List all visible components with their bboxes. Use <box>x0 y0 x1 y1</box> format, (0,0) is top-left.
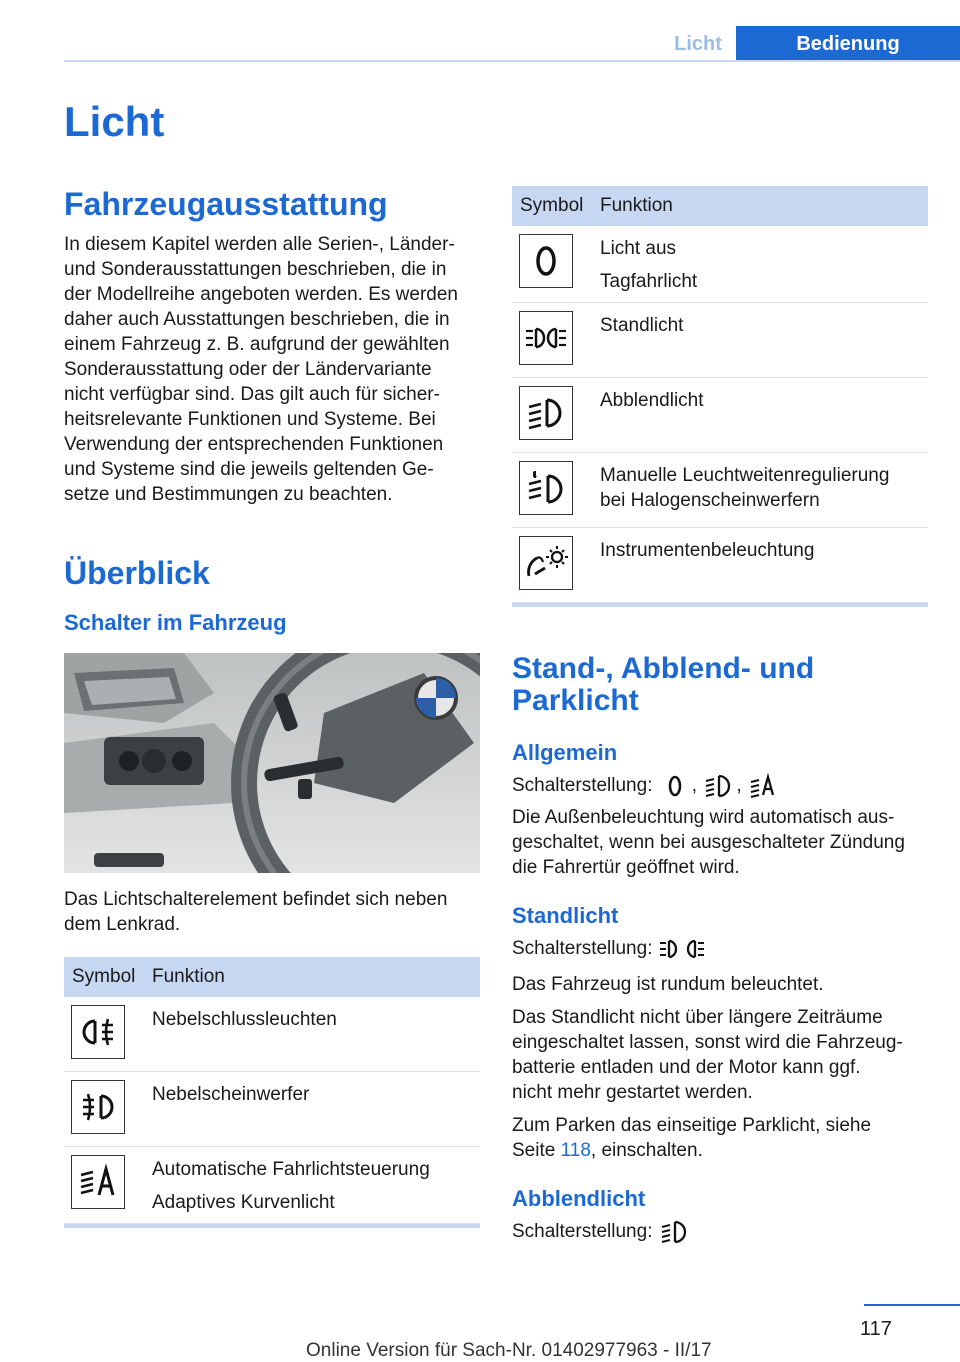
symbol-table-left <box>64 957 480 1224</box>
text-line: Die Außenbeleuchtung wird automatisch aus- <box>512 807 895 828</box>
low-beam-icon <box>658 1219 692 1245</box>
light-off-icon <box>519 234 573 288</box>
page-link-118[interactable]: 118 <box>560 1140 591 1161</box>
text-line: Sonderausstattung oder der Ländervariante <box>64 359 432 380</box>
function-label: Nebelscheinwerfer <box>152 1084 310 1105</box>
text-line: der Modellreihe angeboten werden. Es werden <box>64 284 458 305</box>
table-row <box>64 997 480 1072</box>
switch-position-label: Schalterstellung: <box>512 1221 653 1243</box>
instrument-lighting-icon <box>519 536 573 590</box>
separator: , <box>736 775 742 797</box>
switch-position-standlicht <box>512 936 928 962</box>
front-fog-light-icon <box>71 1080 125 1134</box>
text-fragment: Seite <box>512 1140 561 1161</box>
parking-light-icon <box>519 311 573 365</box>
table-end-rule <box>512 603 928 607</box>
function-label: Standlicht <box>600 315 684 336</box>
automatic-headlight-icon <box>747 773 781 799</box>
text-line: und Systeme sind die jeweils geltenden Ge- <box>64 459 434 480</box>
parking-light-icon <box>658 936 708 962</box>
table-row <box>512 453 928 528</box>
switch-position-allgemein <box>512 773 928 799</box>
automatic-headlight-icon <box>71 1155 125 1209</box>
table-row <box>512 528 928 603</box>
low-beam-icon <box>519 386 573 440</box>
left-column <box>64 186 480 1228</box>
text-line: daher auch Ausstattungen beschrieben, die in <box>64 309 450 330</box>
rear-fog-light-icon <box>71 1005 125 1059</box>
paragraph-standlicht-1: Das Fahrzeug ist rundum beleuchtet. <box>512 974 824 995</box>
function-label: Abblendlicht <box>600 390 704 411</box>
low-beam-icon <box>702 773 736 799</box>
header-rule <box>64 60 960 62</box>
light-off-icon <box>658 773 692 799</box>
headlight-range-icon <box>519 461 573 515</box>
online-version-note: Online Version für Sach-Nr. 01402977963 - II/17 <box>306 1340 712 1361</box>
text-line: und Sonderausstattungen beschrieben, die in <box>64 259 447 280</box>
column-header-funktion: Funktion <box>152 957 480 997</box>
text-line: nicht mehr gestartet werden. <box>512 1082 753 1103</box>
light-switch-photo <box>64 653 480 873</box>
table-row <box>64 1147 480 1224</box>
text-line: In diesem Kapitel werden alle Serien-, Länder- <box>64 234 455 255</box>
column-header-symbol: Symbol <box>64 957 152 997</box>
text-line: nicht verfügbar sind. Das gilt auch für sicher- <box>64 384 440 405</box>
text-line: Verwendung der entsprechenden Funktionen <box>64 434 444 455</box>
text-line: die Fahrertür geöffnet wird. <box>512 857 740 878</box>
text-line: Zum Parken das einseitige Parklicht, siehe <box>512 1115 872 1136</box>
heading-allgemein: Allgemein <box>512 740 618 765</box>
page-number: 117 <box>860 1318 892 1340</box>
text-line: Das Standlicht nicht über längere Zeiträume <box>512 1007 883 1028</box>
page-title: Licht <box>64 98 165 145</box>
paragraph-parklicht <box>512 1113 928 1163</box>
paragraph-allgemein <box>512 805 928 880</box>
text-line: einem Fahrzeug z. B. aufgrund der gewählten <box>64 334 450 355</box>
table-header-row <box>64 957 480 997</box>
function-label: bei Halogenscheinwerfern <box>600 490 820 511</box>
function-label: Licht aus <box>600 238 677 259</box>
function-label: Automatische Fahrlichtsteuerung <box>152 1159 430 1180</box>
text-line: eingeschaltet lassen, sonst wird die Fahrzeug- <box>512 1032 903 1053</box>
right-column <box>512 186 928 1245</box>
text-line: Das Lichtschalterelement befindet sich neben <box>64 889 448 910</box>
heading-stand-abblend-parklicht <box>512 653 928 717</box>
table-row <box>512 378 928 453</box>
text-line: dem Lenkrad. <box>64 914 181 935</box>
heading-line: Stand-, Abblend- und <box>512 652 815 685</box>
heading-fahrzeugausstattung: Fahrzeugausstattung <box>64 186 388 222</box>
text-line: batterie entladen und der Motor kann ggf. <box>512 1057 861 1078</box>
heading-schalter-im-fahrzeug: Schalter im Fahrzeug <box>64 610 287 635</box>
header-tab-licht: Licht <box>674 32 722 55</box>
text-line: heitsrelevante Funktionen und Systeme. Bei <box>64 409 436 430</box>
switch-position-abblendlicht <box>512 1219 928 1245</box>
column-header-symbol: Symbol <box>512 186 600 226</box>
function-label: Tagfahrlicht <box>600 271 698 292</box>
function-label: Instrumentenbeleuchtung <box>600 540 815 561</box>
table-header-row <box>512 186 928 226</box>
photo-caption <box>64 887 480 937</box>
separator: , <box>691 775 698 797</box>
footer-rule <box>864 1304 960 1306</box>
header-tab-bedienung: Bedienung <box>736 26 960 62</box>
text-line <box>512 1138 928 1163</box>
function-label: Manuelle Leuchtweitenregulierung <box>600 465 890 486</box>
heading-line: Parklicht <box>512 684 639 717</box>
table-row <box>512 226 928 303</box>
paragraph-standlicht-2 <box>512 1005 928 1105</box>
function-label: Nebelschlussleuchten <box>152 1009 337 1030</box>
function-label: Adaptives Kurvenlicht <box>152 1192 335 1213</box>
text-fragment: , einschalten. <box>590 1140 703 1161</box>
table-end-rule <box>64 1224 480 1228</box>
text-line: geschaltet, wenn bei ausgeschalteter Zündung <box>512 832 905 853</box>
heading-abblendlicht: Abblendlicht <box>512 1186 646 1211</box>
switch-position-label: Schalterstellung: <box>512 775 653 797</box>
heading-ueberblick: Überblick <box>64 555 210 591</box>
symbol-table-right <box>512 186 928 603</box>
column-header-funktion: Funktion <box>600 186 928 226</box>
paragraph-fahrzeugausstattung <box>64 232 480 507</box>
heading-standlicht: Standlicht <box>512 903 619 928</box>
table-row <box>64 1072 480 1147</box>
table-row <box>512 303 928 378</box>
text-line: setze und Bestimmungen zu beachten. <box>64 484 393 505</box>
switch-position-label: Schalterstellung: <box>512 938 653 960</box>
